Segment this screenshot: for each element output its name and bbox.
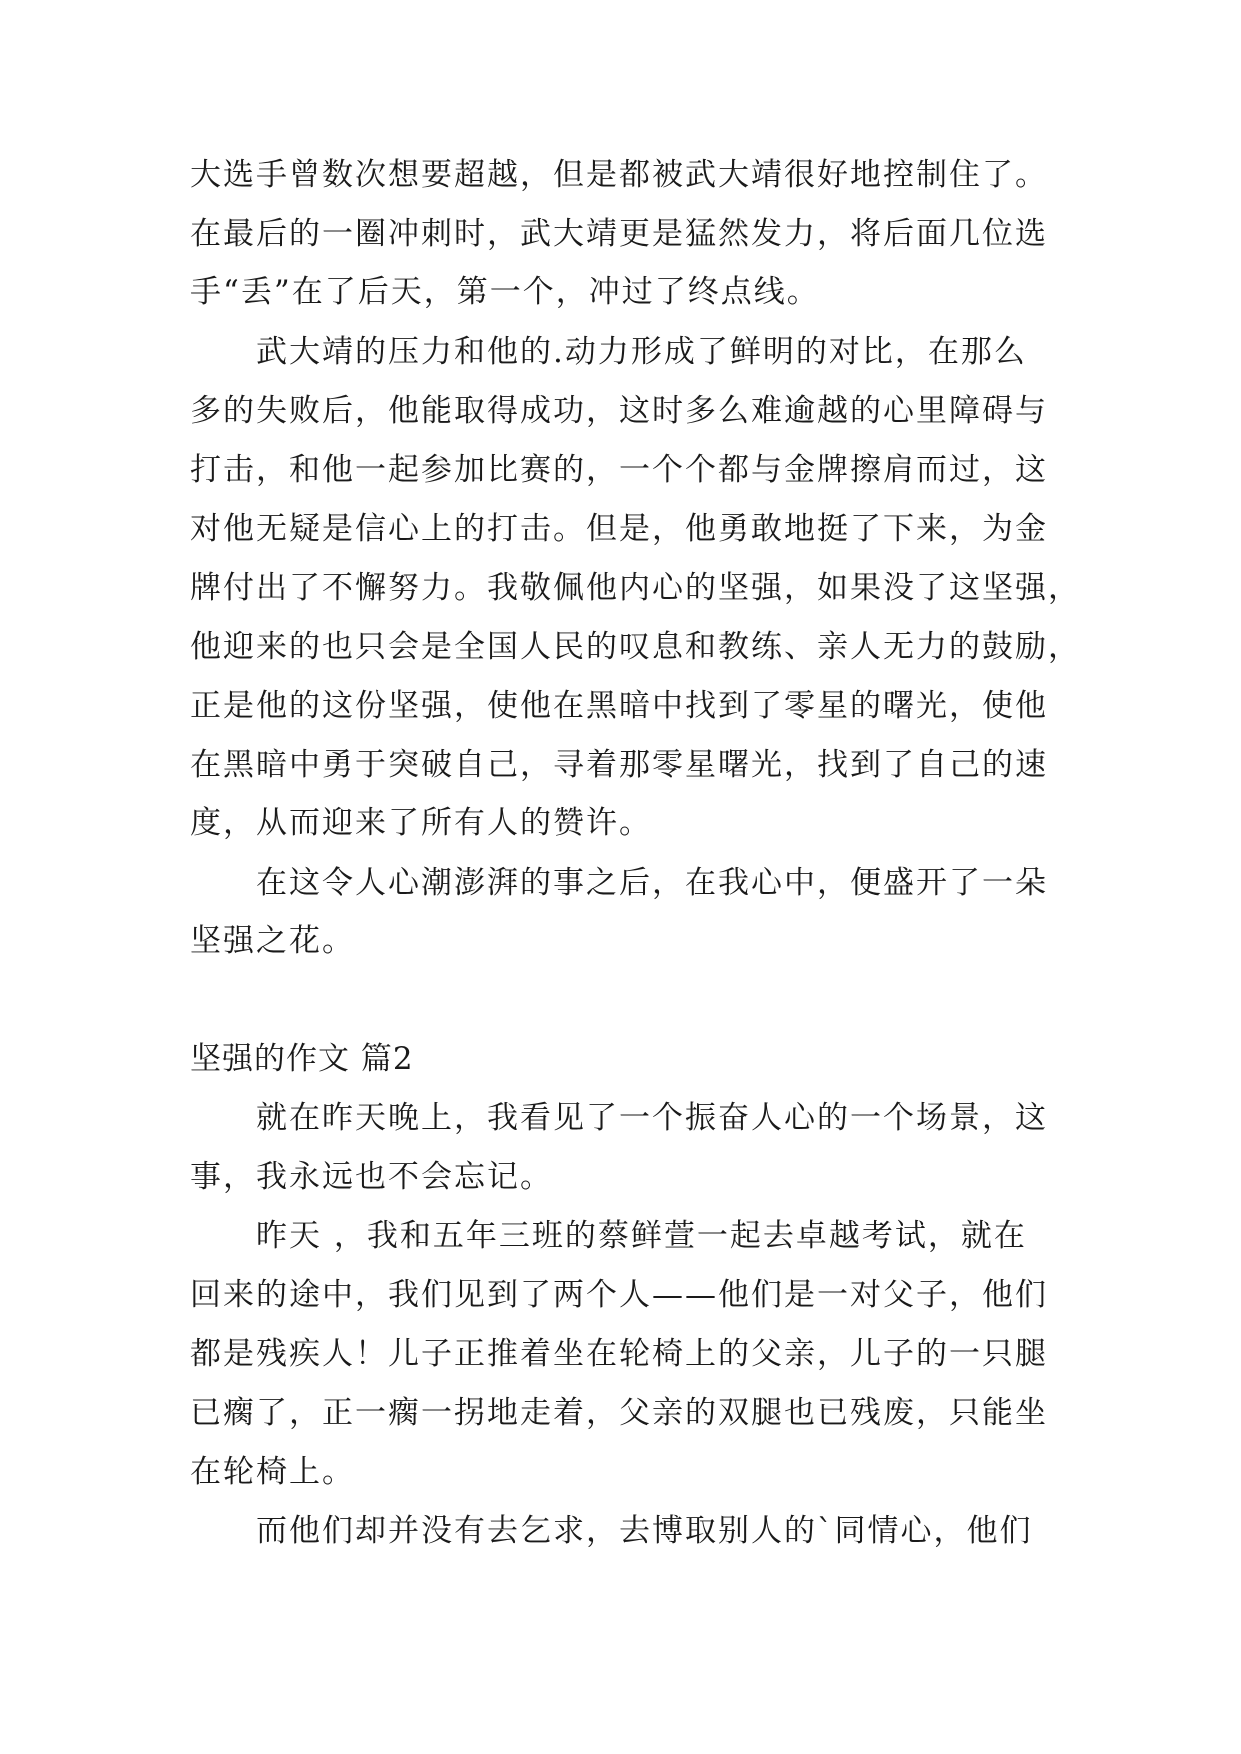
text-line: 大选手曾数次想要超越，但是都被武大靖很好地控制住了。	[190, 157, 1048, 193]
paragraph-first-line: 在这令人心潮澎湃的事之后，在我心中，便盛开了一朵	[256, 865, 1048, 901]
section-heading: 坚强的作文 篇2	[190, 1041, 414, 1077]
text-line: 对他无疑是信心上的打击。但是，他勇敢地挺了下来，为金	[190, 511, 1048, 547]
text-line: 牌付出了不懈努力。我敬佩他内心的坚强，如果没了这坚强，	[190, 570, 1081, 606]
text-line: 多的失败后，他能取得成功，这时多么难逾越的心里障碍与	[190, 393, 1048, 429]
text-line: 在黑暗中勇于突破自己，寻着那零星曙光，找到了自己的速	[190, 747, 1048, 783]
paragraph-first-line: 而他们却并没有去乞求，去博取别人的`同情心，他们	[256, 1513, 1033, 1549]
text-line: 在最后的一圈冲刺时，武大靖更是猛然发力，将后面几位选	[190, 216, 1048, 252]
paragraph-first-line: 武大靖的压力和他的.动力形成了鲜明的对比，在那么	[256, 334, 1027, 370]
text-line: 事，我永远也不会忘记。	[190, 1159, 553, 1195]
text-line: 都是残疾人！儿子正推着坐在轮椅上的父亲，儿子的一只腿	[190, 1336, 1048, 1372]
text-line: 回来的途中，我们见到了两个人——他们是一对父子，他们	[190, 1277, 1048, 1313]
text-line: 度，从而迎来了所有人的赞许。	[190, 805, 652, 841]
text-line: 已瘸了，正一瘸一拐地走着，父亲的双腿也已残废，只能坐	[190, 1395, 1048, 1431]
text-line: 在轮椅上。	[190, 1454, 355, 1490]
text-line: 他迎来的也只会是全国人民的叹息和教练、亲人无力的鼓励，	[190, 629, 1081, 665]
text-line: 坚强之花。	[190, 923, 355, 959]
text-line: 手“丢”在了后天，第一个，冲过了终点线。	[190, 274, 820, 310]
text-line: 正是他的这份坚强，使他在黑暗中找到了零星的曙光，使他	[190, 688, 1048, 724]
text-line: 打击，和他一起参加比赛的，一个个都与金牌擦肩而过，这	[190, 452, 1048, 488]
paragraph-first-line: 就在昨天晚上，我看见了一个振奋人心的一个场景，这	[256, 1100, 1048, 1136]
paragraph-first-line: 昨天 ，我和五年三班的蔡鲜萱一起去卓越考试，就在	[256, 1218, 1027, 1254]
